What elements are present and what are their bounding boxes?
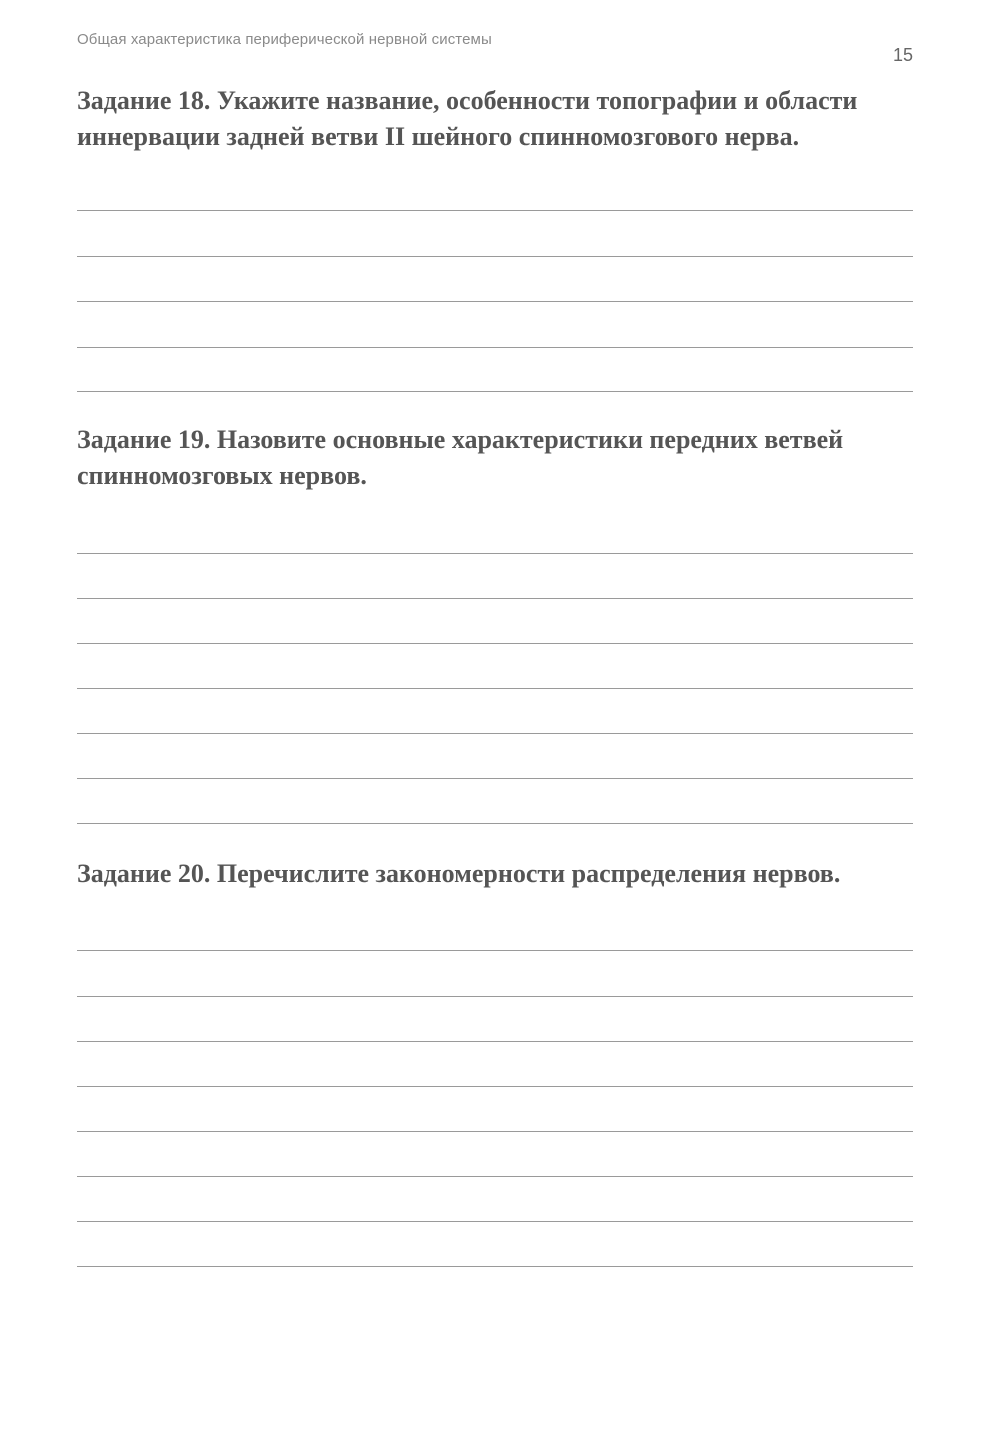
answer-line[interactable] xyxy=(77,733,913,734)
task-18 xyxy=(77,83,917,155)
answer-line[interactable] xyxy=(77,1131,913,1132)
answer-line[interactable] xyxy=(77,391,913,392)
task-19-title: Задание 19. Назовите основные характеристики передних ветвей спинномозговых нервов. xyxy=(77,425,844,490)
answer-line[interactable] xyxy=(77,778,913,779)
answer-line[interactable] xyxy=(77,950,913,951)
answer-line[interactable] xyxy=(77,823,913,824)
answer-line[interactable] xyxy=(77,1086,913,1087)
answer-line[interactable] xyxy=(77,1176,913,1177)
answer-line[interactable] xyxy=(77,210,913,211)
task-19 xyxy=(77,422,917,494)
answer-line[interactable] xyxy=(77,347,913,348)
answer-line[interactable] xyxy=(77,996,913,997)
task-20 xyxy=(77,856,917,892)
answer-line[interactable] xyxy=(77,643,913,644)
answer-line[interactable] xyxy=(77,598,913,599)
answer-line[interactable] xyxy=(77,688,913,689)
page-number: 15 xyxy=(893,45,914,65)
answer-line[interactable] xyxy=(77,553,913,554)
answer-line[interactable] xyxy=(77,1041,913,1042)
answer-line[interactable] xyxy=(77,1221,913,1222)
task-20-title: Задание 20. Перечислите закономерности распределения нервов. xyxy=(77,859,841,888)
answer-line[interactable] xyxy=(77,301,913,302)
answer-line[interactable] xyxy=(77,256,913,257)
running-header: Общая характеристика периферической нервной системы xyxy=(77,31,492,48)
answer-line[interactable] xyxy=(77,1266,913,1267)
task-18-title: Задание 18. Укажите название, особенности топографии и области иннервации задней ветви II шейного спинномозгового нерва. xyxy=(77,86,858,151)
